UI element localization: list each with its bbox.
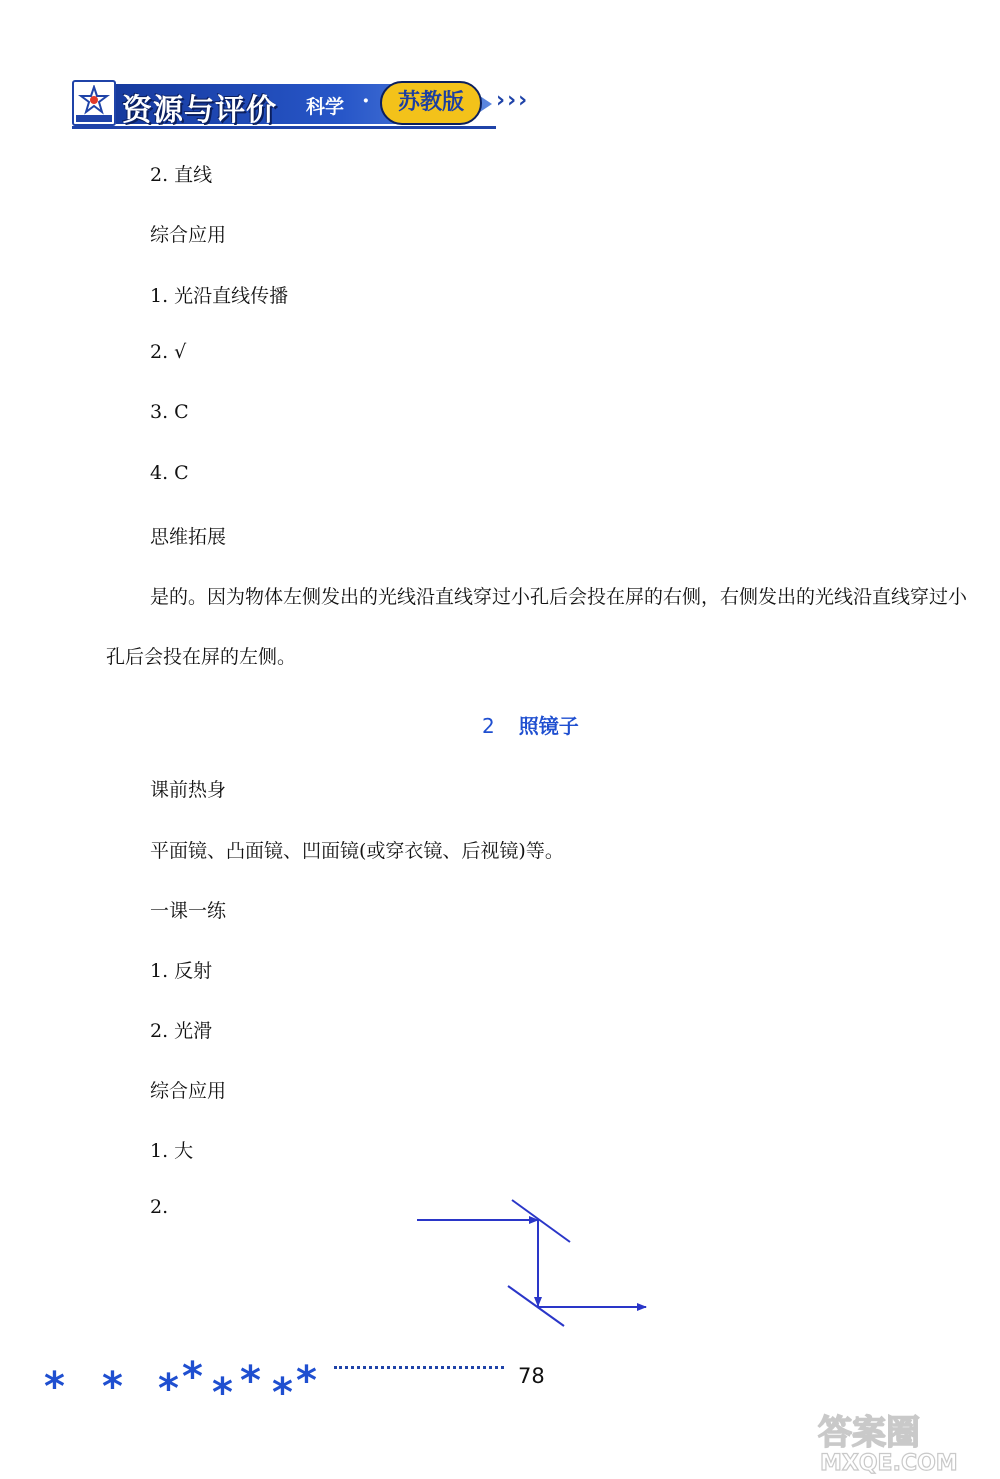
subsection-heading: 综合应用 — [150, 1080, 227, 1102]
subsection-heading: 综合应用 — [150, 224, 227, 246]
footer-dotted-rule — [334, 1366, 504, 1369]
answer-line: 2. 光滑 — [150, 1020, 213, 1042]
answer-line: 1. 大 — [150, 1140, 194, 1162]
series-title: 资源与评价 — [122, 93, 277, 128]
watermark-logo — [812, 1408, 992, 1476]
answer-line: 平面镜、凸面镜、凹面镜(或穿衣镜、后视镜)等。 — [150, 840, 564, 862]
decorative-stars-icon — [40, 1350, 340, 1410]
svg-text:*: * — [44, 1364, 65, 1410]
svg-text:*: * — [102, 1364, 123, 1410]
edition-badge: 苏教版 — [380, 81, 482, 125]
answer-line: 2. √ — [150, 341, 187, 363]
section-title — [482, 710, 579, 739]
star-logo-icon — [77, 85, 111, 115]
subsection-heading: 课前热身 — [150, 779, 227, 801]
svg-text:*: * — [272, 1370, 293, 1410]
svg-text:*: * — [212, 1370, 233, 1410]
svg-text:MXQE.COM: MXQE.COM — [820, 1451, 958, 1476]
section-number: 2 — [482, 714, 495, 738]
answer-line: 2. — [150, 1196, 169, 1218]
answer-line: 4. C — [150, 462, 189, 484]
subsection-heading: 一课一练 — [150, 900, 227, 922]
page-header — [72, 78, 542, 134]
logo — [72, 80, 116, 126]
svg-text:*: * — [296, 1358, 317, 1404]
page-number: 78 — [518, 1364, 545, 1388]
title-separator: · — [362, 88, 370, 114]
answer-line: 1. 反射 — [150, 960, 213, 982]
svg-text:*: * — [240, 1358, 261, 1404]
subsection-heading: 思维拓展 — [150, 526, 227, 548]
answer-line: 2. 直线 — [150, 164, 213, 186]
logo-tag — [76, 115, 112, 122]
answer-line: 3. C — [150, 401, 189, 423]
periscope-light-path-icon — [400, 1190, 660, 1340]
section-title-text: 照镜子 — [518, 714, 579, 738]
svg-text:*: * — [158, 1366, 179, 1410]
chevron-right-icon: ››› — [496, 88, 530, 113]
subject-label: 科学 — [306, 96, 345, 118]
svg-text:答案圈: 答案圈 — [818, 1413, 920, 1453]
answer-paragraph: 是的。因为物体左侧发出的光线沿直线穿过小孔后会投在屏的右侧，右侧发出的光线沿直线穿过小孔后会投在屏的左侧。 — [106, 586, 968, 668]
answer-line: 1. 光沿直线传播 — [150, 285, 289, 307]
svg-text:*: * — [182, 1354, 203, 1400]
